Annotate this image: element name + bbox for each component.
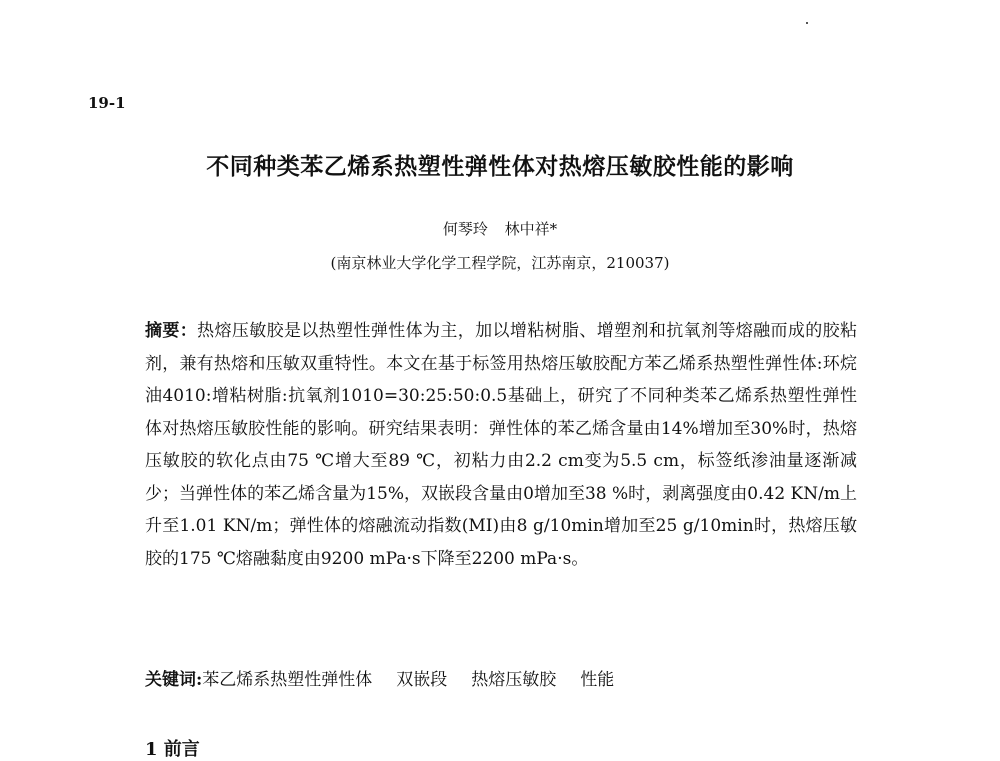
keywords (145, 665, 638, 690)
abstract-text: 热熔压敏胶是以热塑性弹性体为主，加以增粘树脂、增塑剂和抗氧剂等熔融而成的胶粘剂，兼有热熔和压敏双重特性。本文在基于标签用热熔压敏胶配方苯乙烯系热塑性弹性体:环烷油4010:增粘树脂:抗氧剂1010=30:25:50:0.5基础上，研究了不同种类苯乙烯系热塑性弹性体对热熔压敏胶性能的影响。研究结果表明：弹性体的苯乙烯含量由14%增加至30%时，热熔压敏胶的软化点由75 ℃增大至89 ℃，初粘力由2.2 cm变为5.5 cm，标签纸渗油量逐渐减少；当弹性体的苯乙烯含量为15%，双嵌段含量由0增加至38 %时，剥离强度由0.42 KN/m上升至1.01 KN/m；弹性体的熔融流动指数(MI)由8 g/10min增加至25 g/10min时，热熔压敏胶的175 ℃熔融黏度由9200 mPa·s下降至2200 mPa·s。 (145, 321, 857, 569)
authors: 何琴玲 林中祥* (442, 220, 558, 238)
paper-title: 不同种类苯乙烯系热塑性弹性体对热熔压敏胶性能的影响 (206, 153, 794, 180)
keyword-item: 性能 (580, 670, 615, 690)
keywords-label: 关键词: (145, 670, 203, 690)
abstract (145, 315, 857, 575)
abstract-label: 摘要： (145, 321, 198, 341)
keyword-item: 热熔压敏胶 (471, 670, 557, 690)
affiliation: (南京林业大学化学工程学院，江苏南京，210037) (330, 254, 670, 272)
section-heading: 1 前言 (145, 739, 200, 760)
scan-speck (806, 22, 808, 24)
keyword-item: 双嵌段 (396, 670, 448, 690)
keyword-item: 苯乙烯系热塑性弹性体 (202, 670, 373, 690)
page-number: 19-1 (88, 94, 126, 112)
